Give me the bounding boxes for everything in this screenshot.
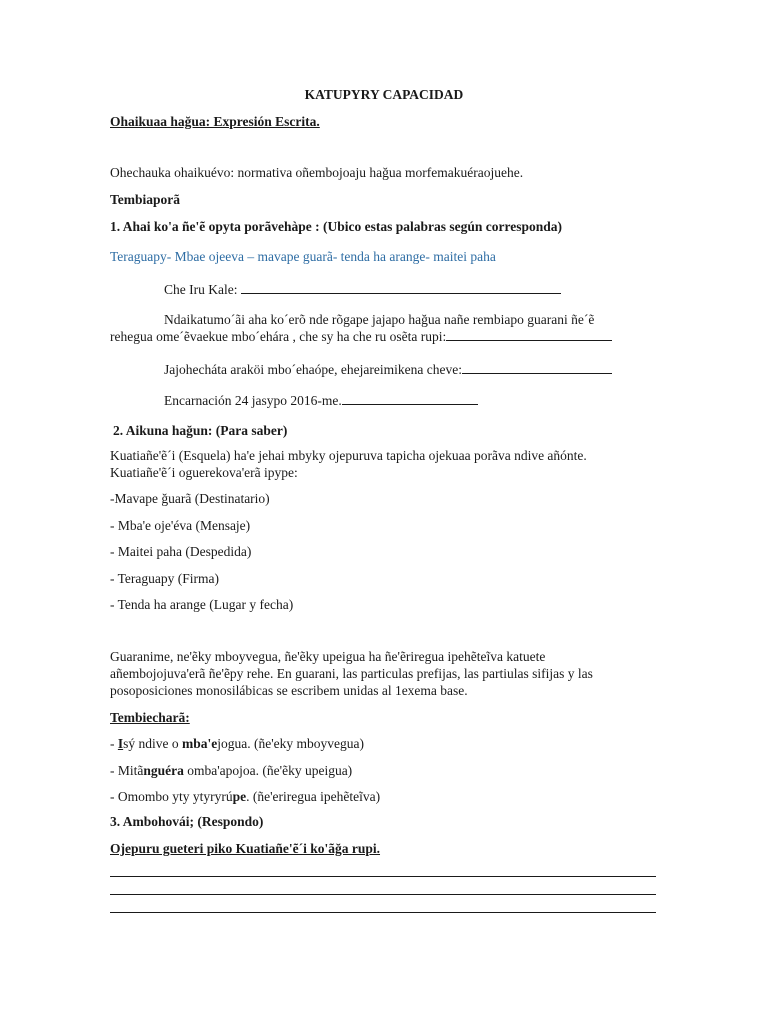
blank-line	[462, 361, 612, 374]
example-line: - Mitãnguéra omba'apojoa. (ñe'ẽky upeigua)	[110, 763, 353, 778]
intro-text: Ohechauka ohaikuévo: normativa oñembojoaju hağua morfemakuéraojuehe.	[110, 165, 524, 180]
tembiapora-heading: Tembiaporã	[110, 192, 181, 207]
page-title: KATUPYRY CAPACIDAD	[304, 87, 464, 102]
list-item: - Teraguapy (Firma)	[110, 571, 220, 586]
list-item: -Mavape ğuarã (Destinatario)	[110, 491, 270, 506]
example-line: - Isý ndive o mba'ejogua. (ñe'eky mboyvegua)	[110, 736, 365, 751]
letter-salutation: Che Iru Kale:	[164, 282, 238, 297]
grammar-paragraph-line: Guaranime, ne'ẽky mboyvegua, ñe'ẽky upeigua ha ñe'ẽriregua ipehẽteĩva katuete	[110, 649, 546, 664]
letter-place-date-line: Encarnación 24 jasypo 2016-me.	[164, 392, 478, 409]
section-2-paragraph-1: Kuatiañe'ẽ´i (Esquela) ha'e jehai mbyky ojepuruva tapicha ojekuaa porãva ndive añónte.	[110, 448, 587, 463]
letter-body-line-1: Ndaikatumo´ãi aha ko´erõ nde rõgape jajapo hağua nañe rembiapo guarani ñe´ẽ	[164, 312, 595, 327]
section-1-word-list: Teraguapy- Mbae ojeeva – mavape guarã- tenda ha arange- maitei paha	[110, 249, 496, 264]
letter-body-line-2: rehegua ome´ẽvaekue mbo´ehára , che sy ha che ru osẽta rupi:	[110, 328, 612, 345]
answer-line	[110, 912, 656, 913]
example-line: - Omombo yty ytyryrúpe. (ñe'eriregua ipehẽteĩva)	[110, 789, 381, 804]
section-3-instruction: Ojepuru gueteri piko Kuatiañe'ẽ´i ko'ãğa rupi.	[110, 841, 381, 856]
answer-line	[110, 894, 656, 895]
section-1-heading: 1. Ahai ko'a ñe'ẽ opyta porãvehàpe : (Ubico estas palabras según corresponda)	[110, 219, 563, 234]
answer-line	[110, 876, 656, 877]
grammar-paragraph-line: posoposiciones monosilábicas se escribem unidas al 1exema base.	[110, 683, 468, 698]
section-2-paragraph-2: Kuatiañe'ẽ´i oguerekova'erã ipype:	[110, 465, 298, 480]
list-item: - Tenda ha arange (Lugar y fecha)	[110, 597, 294, 612]
blank-line	[446, 328, 612, 341]
list-item: - Mba'e oje'éva (Mensaje)	[110, 518, 251, 533]
blank-line	[241, 281, 561, 294]
tembiechara-heading: Tembiecharã:	[110, 710, 190, 725]
grammar-paragraph-line: añembojojuva'erã ñe'ẽpy rehe. En guarani, las particulas prefijas, las partiulas sifijas y las	[110, 666, 593, 681]
blank-line	[342, 392, 478, 405]
subtitle: Ohaikuaa hağua: Expresión Escrita.	[110, 114, 320, 129]
letter-salutation-line	[164, 281, 561, 298]
section-2-heading: 2. Aikuna hağun: (Para saber)	[113, 423, 288, 438]
list-item: - Maitei paha (Despedida)	[110, 544, 252, 559]
section-3-heading: 3. Ambohovái; (Respondo)	[110, 814, 264, 829]
letter-closing-line: Jajohecháta araköi mbo´ehaópe, ehejareimikena cheve:	[164, 361, 612, 378]
